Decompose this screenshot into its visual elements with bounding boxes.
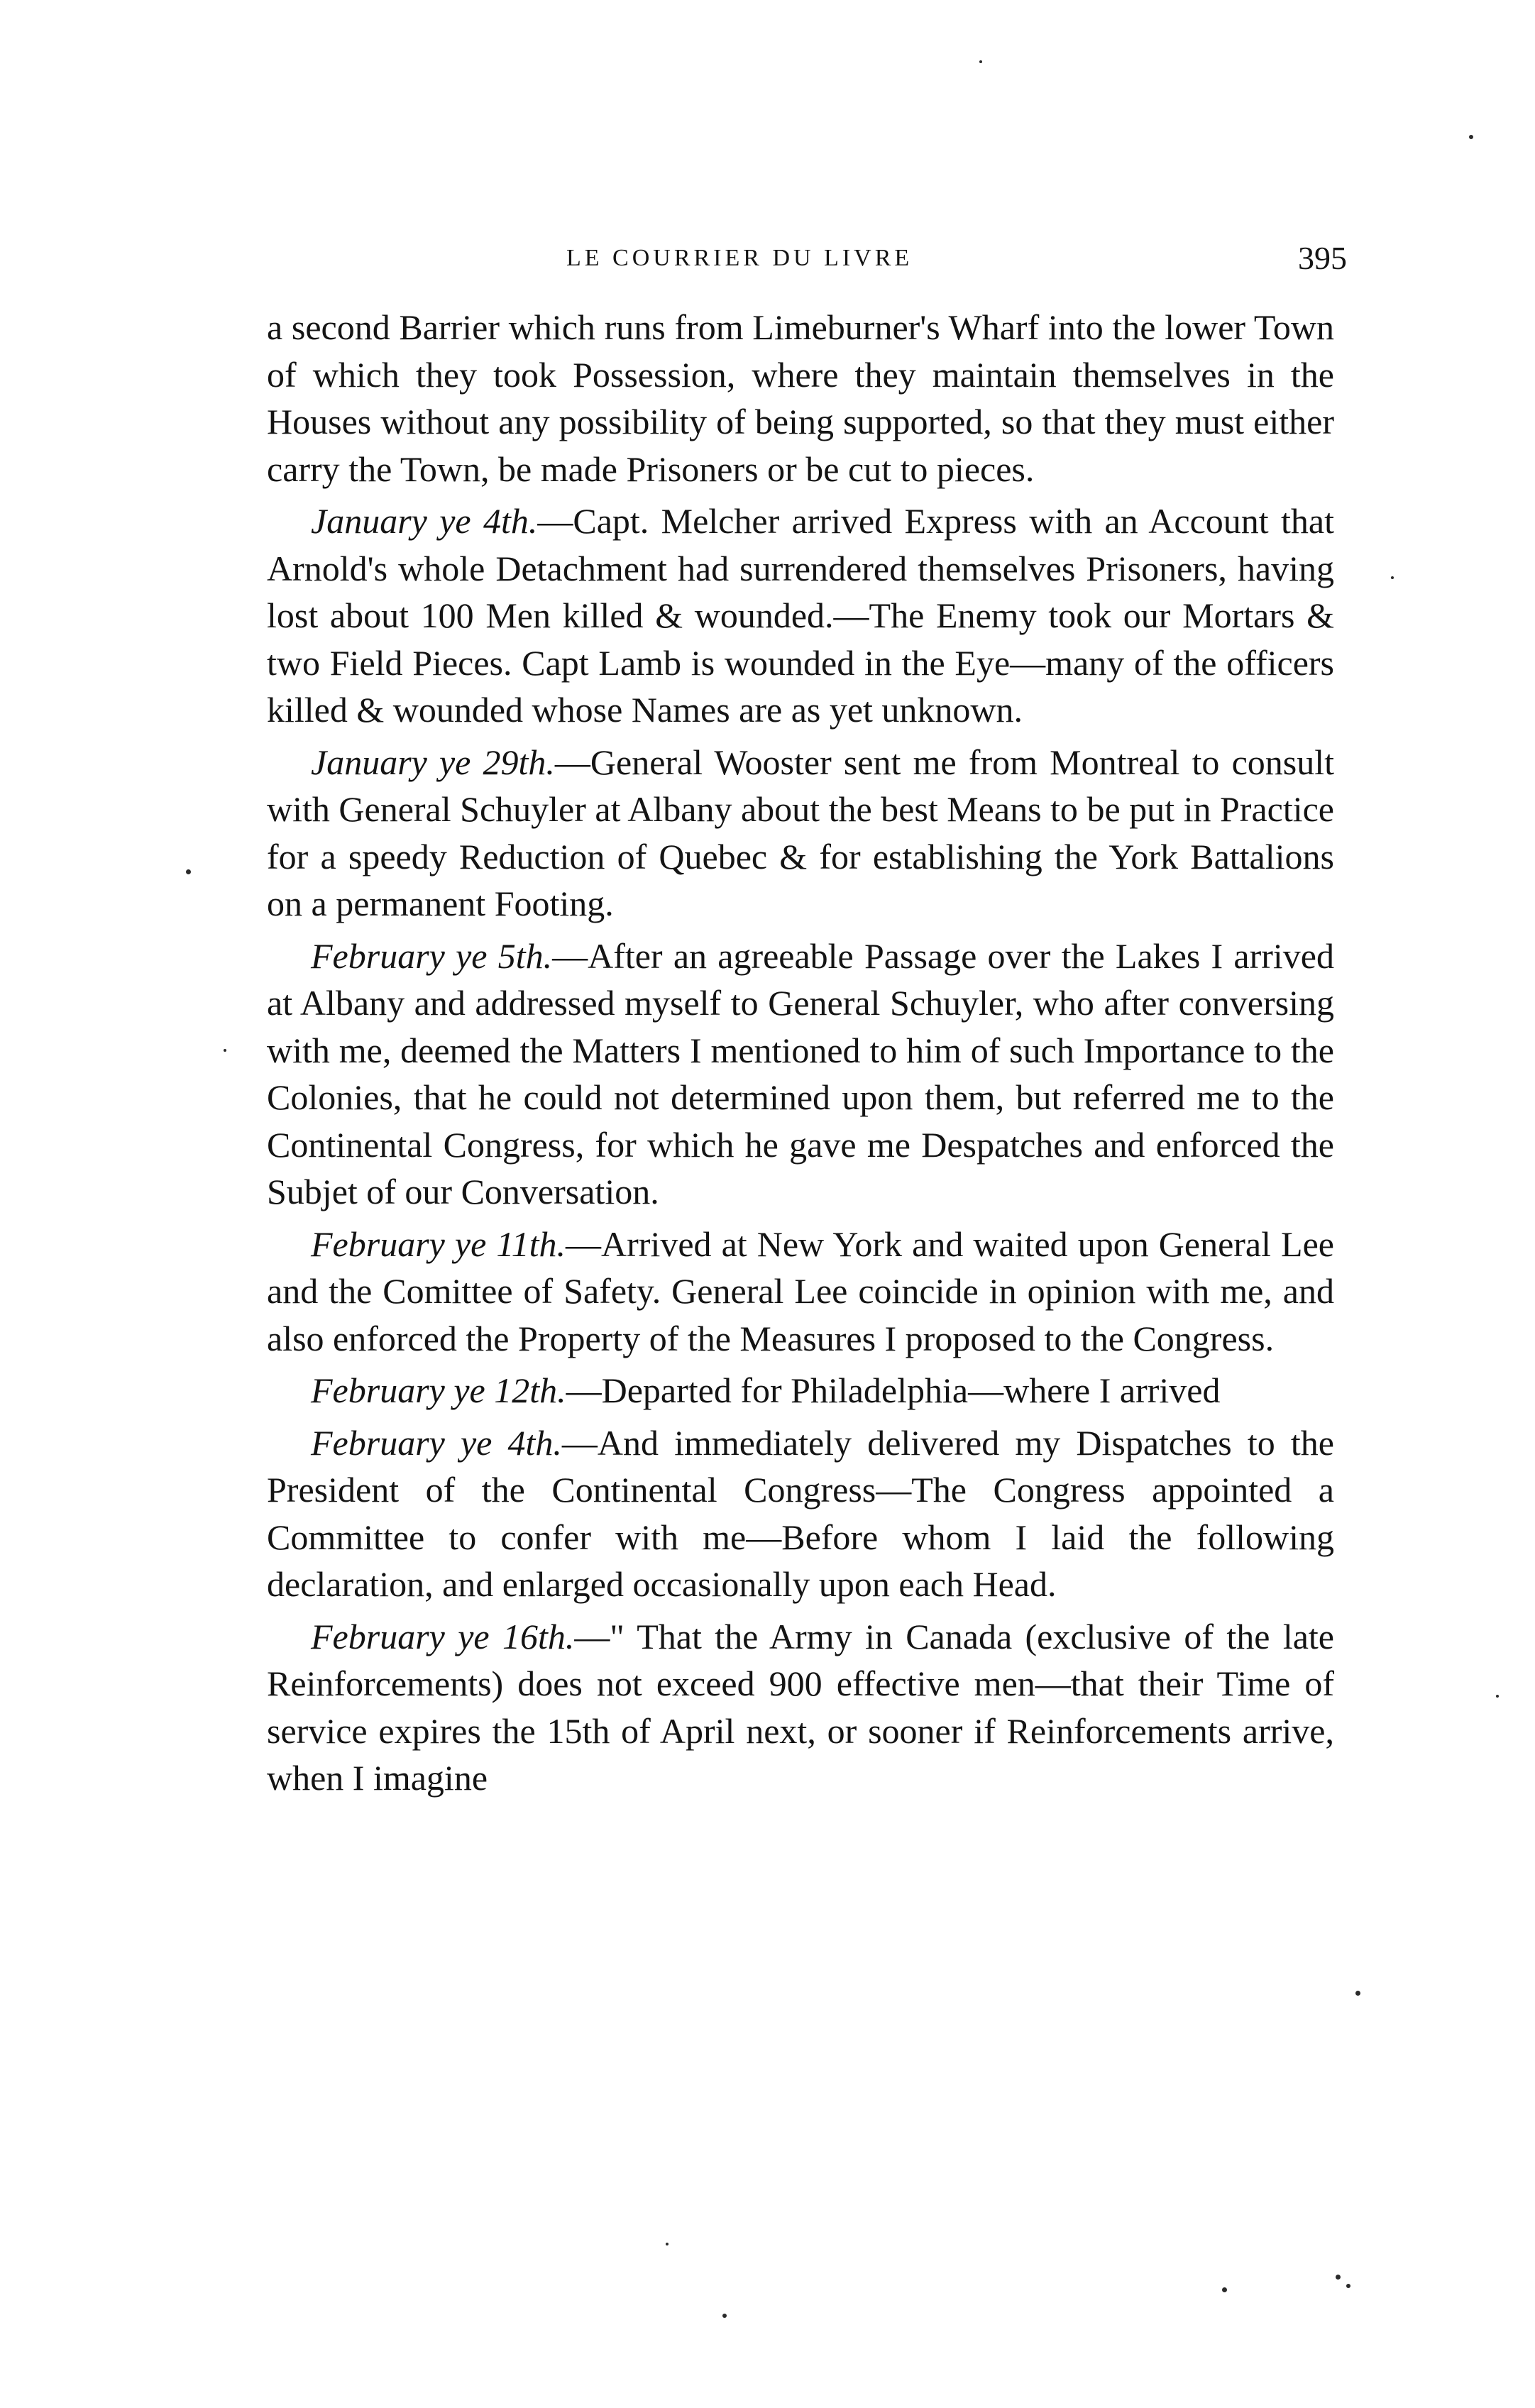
entry-date: February ye 5th. [311, 935, 553, 976]
paragraph-text: a second Barrier which runs from Limeburner's Wharf into the lower Town of which they took Possession, where they maintain themselves in the Houses without any possibility of being supported, so that they must either carry the Town, be made Prisoners or be cut to pieces. [267, 307, 1334, 489]
entry-date: February ye 11th. [311, 1224, 566, 1264]
paragraph [267, 1419, 1334, 1608]
entry-date: February ye 12th. [311, 1370, 566, 1410]
scan-speck [224, 1049, 226, 1052]
body-text [267, 304, 1334, 1807]
entry-date: February ye 4th. [311, 1422, 562, 1463]
paragraph [267, 497, 1334, 734]
scan-speck [1355, 1991, 1360, 1996]
paragraph [267, 739, 1334, 928]
scan-speck [1391, 576, 1394, 579]
scan-speck [1469, 135, 1473, 139]
scan-speck [1346, 2284, 1350, 2288]
paragraph [267, 304, 1334, 493]
paragraph-text: —General Wooster sent me from Montreal to consult with General Schuyler at Albany about the best Means to be put in Practice for a speedy Reduction of Quebec & for establishing the York Battalions on a permanent Footing. [267, 742, 1335, 923]
paragraph-text: —Capt. Melcher arrived Express with an Account that Arnold's whole Detachment had surrendered themselves Prisoners, having lost about 100 Men killed & wounded.—The Enemy took our Mortars & two Field Pieces. Capt Lamb is wounded in the Eye—many of the officers killed & wounded whose Names are as yet unknown. [267, 501, 1334, 730]
scan-speck [722, 2314, 727, 2318]
paragraph [267, 1221, 1334, 1363]
scan-speck [1336, 2275, 1341, 2280]
scan-speck [1222, 2287, 1227, 2292]
page-header [268, 240, 1347, 287]
entry-date: January ye 29th. [311, 742, 555, 782]
paragraph-text: —After an agreeable Passage over the Lakes I arrived at Albany and addressed myself to General Schuyler, who after conversing with me, deemed the Matters I mentioned to him of such Importance to the Colonies, that he could not determined upon them, but referred me to the Continental Congress, for which he gave me Despatches and enforced the Subjet of our Conversation. [267, 935, 1334, 1211]
running-head: LE COURRIER DU LIVRE [566, 245, 913, 271]
page-number: 395 [1298, 240, 1347, 276]
paragraph-text: —" That the Army in Canada (exclusive of the late Reinforcements) does not exceed 900 effective men—that their Time of service expires the 15th of April next, or sooner if Reinforcements arrive, when I imagine [267, 1616, 1334, 1798]
paragraph-text: —And immediately delivered my Dispatches to the President of the Continental Congress—The Congress appointed a Committee to confer with me—Before whom I laid the following declaration, and enlarged occasionally upon each Head. [267, 1422, 1334, 1604]
scan-speck [979, 60, 982, 63]
scan-speck [1496, 1695, 1499, 1698]
scan-speck [666, 2243, 669, 2245]
entry-date: February ye 16th. [311, 1616, 575, 1656]
paragraph [267, 1367, 1334, 1414]
paragraph [267, 1613, 1334, 1802]
paragraph [267, 933, 1334, 1216]
paragraph-text: —Arrived at New York and waited upon General Lee and the Comittee of Safety. General Lee coincide in opinion with me, and also enforced the Property of the Measures I proposed to the Congress. [267, 1224, 1334, 1358]
scan-speck [186, 869, 191, 874]
paragraph-text: —Departed for Philadelphia—where I arrived [566, 1370, 1221, 1410]
entry-date: January ye 4th. [311, 501, 538, 541]
